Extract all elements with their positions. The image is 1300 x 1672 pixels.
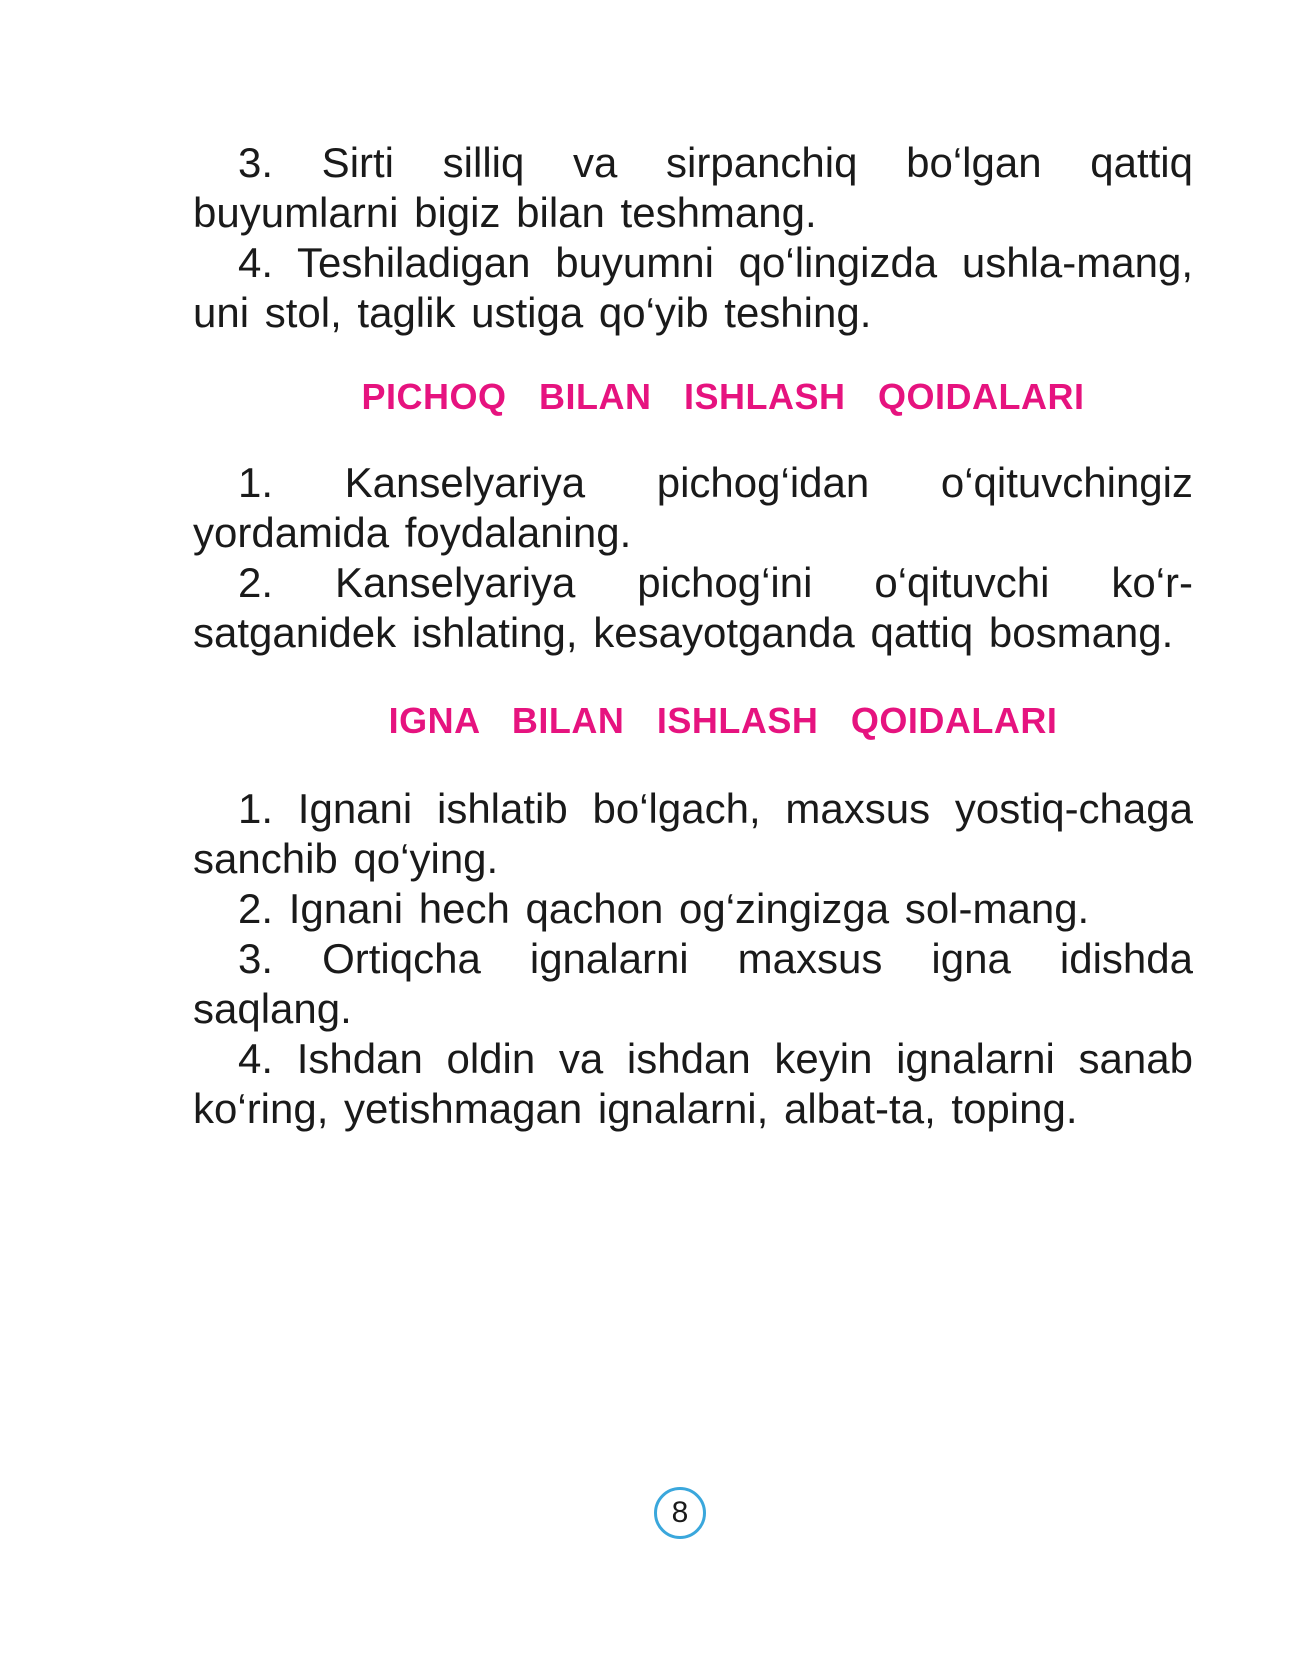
rule-needle-2: 2. Ignani hech qachon og‘zingizga sol-mang. (238, 885, 1090, 932)
rule-needle-1: 1. Ignani ishlatib bo‘lgach, maxsus yostiq-chaga sanchib qo‘ying. (193, 785, 1193, 882)
rule-awl-3: 3. Sirti silliq va sirpanchiq bo‘lgan qattiq buyumlarni bigiz bilan teshmang. (193, 139, 1193, 236)
page-number: 8 (654, 1487, 706, 1539)
rule-needle-3: 3. Ortiqcha ignalarni maxsus igna idishda saqlang. (193, 935, 1193, 1032)
page-content (193, 138, 1193, 1134)
rule-needle-4: 4. Ishdan oldin va ishdan keyin ignalarni sanab ko‘ring, yetishmagan ignalarni, albat-ta, toping. (193, 1035, 1193, 1132)
rule-awl-4: 4. Teshiladigan buyumni qo‘lingizda ushla-mang, uni stol, taglik ustiga qo‘yib teshing. (193, 239, 1193, 336)
rule-knife-2: 2. Kanselyariya pichog‘ini o‘qituvchi ko‘r-satganidek ishlating, kesayotganda qattiq bosmang. (193, 559, 1193, 656)
rule-knife-1: 1. Kanselyariya pichog‘idan o‘qituvchingiz yordamida foydalaning. (193, 459, 1193, 556)
section-title-knife: PICHOQ BILAN ISHLASH QOIDALARI (361, 376, 1085, 417)
section-title-needle: IGNA BILAN ISHLASH QOIDALARI (388, 700, 1058, 741)
